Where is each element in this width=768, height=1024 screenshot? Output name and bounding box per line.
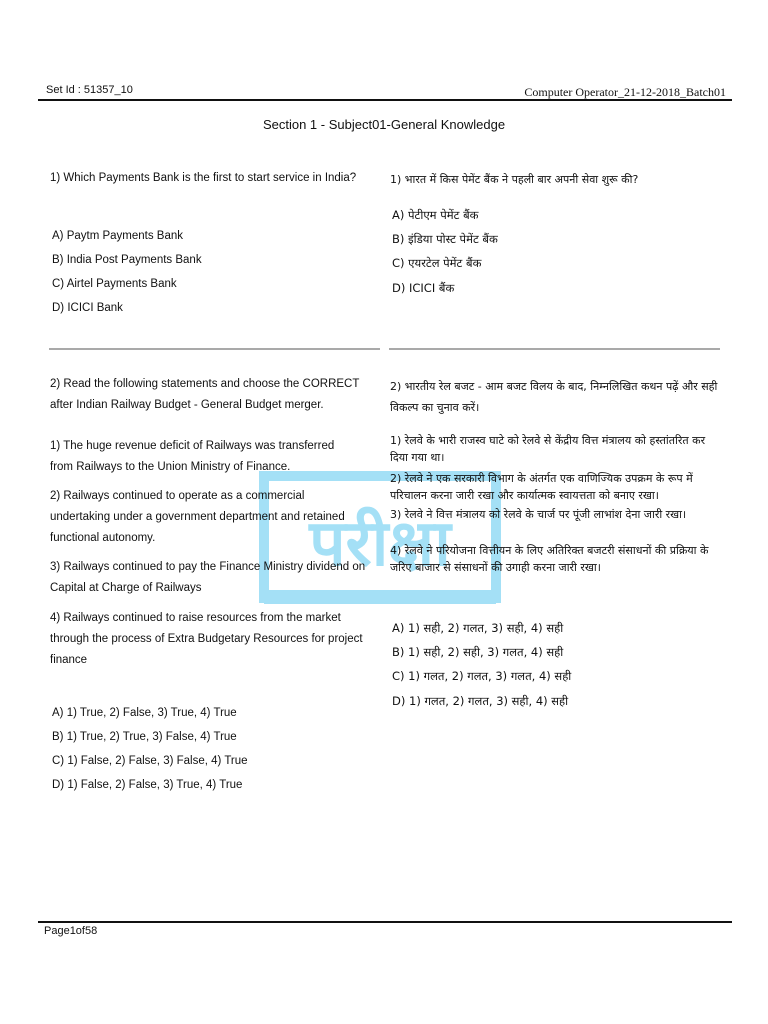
- q2-hi-intro: 2) भारतीय रेल बजट - आम बजट विलय के बाद, निम्नलिखित कथन पढ़ें और सही विकल्प का चुनाव करें।: [390, 380, 718, 414]
- q1-en-question: 1) Which Payments Bank is the first to start service in India?: [50, 172, 357, 184]
- q1-en-option-d: D) ICICI Bank: [52, 302, 123, 314]
- q2-hi-option-c: C) 1) गलत, 2) गलत, 3) गलत, 4) सही: [392, 669, 572, 683]
- q2-hi-statement-1: 1) रेलवे के भारी राजस्व घाटे को रेलवे से केंद्रीय वित्त मंत्रालय को हस्तांतरित कर दिया गया था।: [390, 434, 706, 464]
- q2-en-statement-3: 3) Railways continued to pay the Finance Ministry dividend on Capital at Charge of Railways: [50, 561, 366, 594]
- q2-hi-statement-4: 4) रेलवे ने परियोजना वित्तीयन के लिए अतिरिक्त बजटरी संसाधनों की प्रक्रिया के जरिए बाजार से संसाधनों की उगाही करना जारी रखा।: [390, 544, 709, 574]
- question-separator-left: [49, 348, 380, 350]
- question-separator-right: [389, 348, 720, 350]
- section-title: Section 1 - Subject01-General Knowledge: [262, 117, 506, 132]
- q1-hi-option-c: C) एयरटेल पेमेंट बैंक: [392, 256, 482, 270]
- q1-hi-option-a: A) पेटीएम पेमेंट बैंक: [392, 208, 479, 222]
- page-number: Page1of58: [44, 925, 98, 937]
- q2-en-option-c: C) 1) False, 2) False, 3) False, 4) True: [52, 755, 248, 767]
- q2-hi-option-a: A) 1) सही, 2) गलत, 3) सही, 4) सही: [392, 621, 564, 635]
- q1-en-option-c: C) Airtel Payments Bank: [52, 278, 177, 290]
- watermark-text: परीक्षा: [309, 507, 451, 581]
- q2-hi-statement-2: 2) रेलवे ने एक सरकारी विभाग के अंतर्गत एक वाणिज्यिक उपक्रम के रूप में परिचालन करना जारी रखा और कार्यात्मक स्वायत्तता को बनाए रखा।: [390, 472, 693, 502]
- q2-hi-statement-3: 3) रेलवे ने वित्त मंत्रालय को रेलवे के चार्ज पर पूंजी लाभांश देना जारी रखा।: [390, 508, 687, 521]
- q2-en-option-d: D) 1) False, 2) False, 3) True, 4) True: [52, 779, 243, 791]
- q2-en-option-b: B) 1) True, 2) True, 3) False, 4) True: [52, 731, 237, 743]
- q2-en-statement-4: 4) Railways continued to raise resources from the market through the process of Extra Budgetary Resources for project finance: [50, 612, 363, 666]
- q1-hi-option-b: B) इंडिया पोस्ट पेमेंट बैंक: [392, 232, 498, 246]
- footer-rule: [38, 921, 732, 923]
- q2-en-statement-2: 2) Railways continued to operate as a commercial undertaking under a government department and retained functional autonomy.: [50, 490, 345, 544]
- q1-en-option-a: A) Paytm Payments Bank: [52, 230, 184, 242]
- q2-hi-option-d: D) 1) गलत, 2) गलत, 3) सही, 4) सही: [392, 694, 569, 708]
- header-rule: [38, 99, 732, 101]
- q1-hi-question: 1) भारत में किस पेमेंट बैंक ने पहली बार अपनी सेवा शुरू की?: [390, 173, 639, 186]
- q2-en-statement-1: 1) The huge revenue deficit of Railways was transferred from Railways to the Union Ministry of Finance.: [50, 440, 335, 473]
- q1-hi-option-d: D) ICICI बैंक: [392, 281, 455, 295]
- q2-en-intro: 2) Read the following statements and choose the CORRECT after Indian Railway Budget - General Budget merger.: [50, 378, 360, 411]
- q1-en-option-b: B) India Post Payments Bank: [52, 254, 202, 266]
- exam-title: Computer Operator_21-12-2018_Batch01: [524, 85, 726, 99]
- q2-en-option-a: A) 1) True, 2) False, 3) True, 4) True: [52, 707, 237, 719]
- set-id: Set Id : 51357_10: [46, 84, 133, 96]
- q2-hi-option-b: B) 1) सही, 2) सही, 3) गलत, 4) सही: [392, 645, 564, 659]
